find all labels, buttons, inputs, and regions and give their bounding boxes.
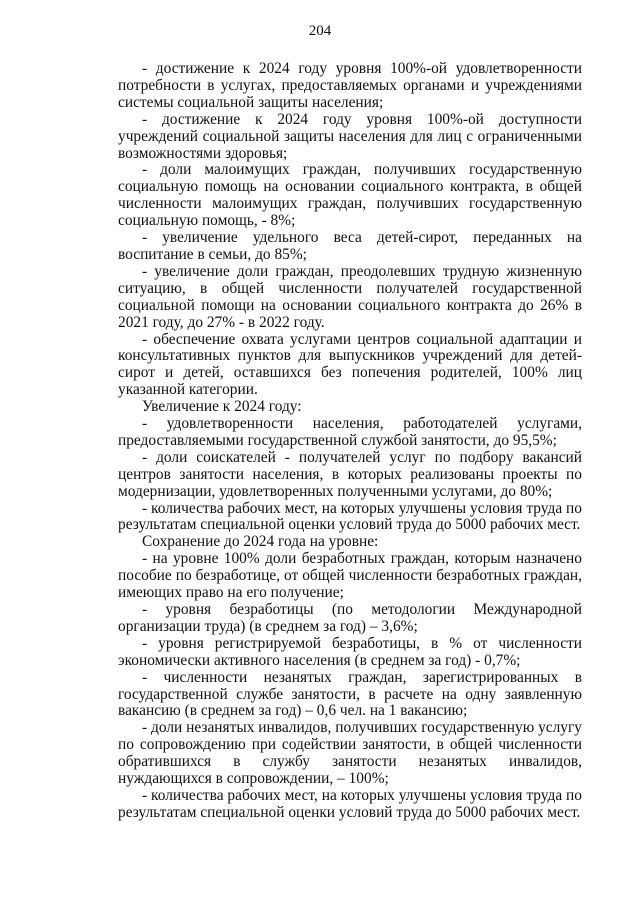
section-heading: Увеличение к 2024 году: (142, 398, 302, 416)
paragraph: - увеличение удельного веса детей-сирот, переданных на воспитание в семьи, до 85%; (118, 229, 582, 263)
paragraph: - обеспечение охвата услугами центров социальной адаптации и консультативных пунктов для выпускников учреждений для детей-сирот и детей, оставшихся без попечения родителей, 100% лиц указанной категории. (118, 330, 582, 399)
paragraph: - достижение к 2024 году уровня 100%-ой доступности учреждений социальной защиты населения для лиц с ограниченными возможностями здоровья; (118, 110, 582, 162)
paragraph: - доли соискателей - получателей услуг по подбору вакансий центров занятости населения, в которых реализованы проекты по модернизации, удовлетворенных полученными услугами, до 80%; (118, 448, 582, 500)
paragraph: - увеличение доли граждан, преодолевших трудную жизненную ситуацию, в общей численности получателей государственной социальной помощи на основании социального контракта до 26% в 2021 году, до 27% - в 2022 году. (118, 262, 582, 331)
paragraph: - удовлетворенности населения, работодателей услугами, предоставляемыми государственной службой занятости, до 95,5%; (118, 415, 582, 449)
paragraph: - уровня безработицы (по методологии Международной организации труда) (в среднем за год) – 3,6%; (118, 601, 582, 635)
paragraph: - доли незанятых инвалидов, получивших государственную услугу по сопровождению при содействии занятости, в общей численности обратившихся в службу занятости незанятых инвалидов, нуждающихся в сопровождении, – 100%; (118, 719, 582, 788)
document-body (118, 61, 582, 822)
paragraph: - доли малоимущих граждан, получивших государственную социальную помощь на основании социального контракта, в общей численности малоимущих граждан, получивших государственную социальную помощь, - 8%; (118, 161, 582, 230)
section-heading: Сохранение до 2024 года на уровне: (142, 533, 379, 551)
paragraph: - достижение к 2024 году уровня 100%-ой удовлетворенности потребности в услугах, предоставляемых органами и учреждениями системы социальной защиты населения; (118, 60, 582, 111)
paragraph: - численности незанятых граждан, зарегистрированных в государственной службе занятости, в расчете на одну заявленную вакансию (в среднем за год) – 0,6 чел. на 1 вакансию; (118, 668, 582, 720)
page-number: 204 (308, 23, 332, 39)
paragraph: - уровня регистрируемой безработицы, в % от численности экономически активного населения (в среднем за год) - 0,7%; (118, 634, 582, 669)
paragraph: - количества рабочих мест, на которых улучшены условия труда по результатам специальной оценки условий труда до 5000 рабочих мест. (118, 786, 582, 821)
paragraph: - количества рабочих мест, на которых улучшены условия труда по результатам специальной оценки условий труда до 5000 рабочих мест. (118, 499, 582, 534)
paragraph: - на уровне 100% доли безработных граждан, которым назначено пособие по безработице, от общей численности безработных граждан, имеющих право на его получение; (118, 550, 582, 602)
